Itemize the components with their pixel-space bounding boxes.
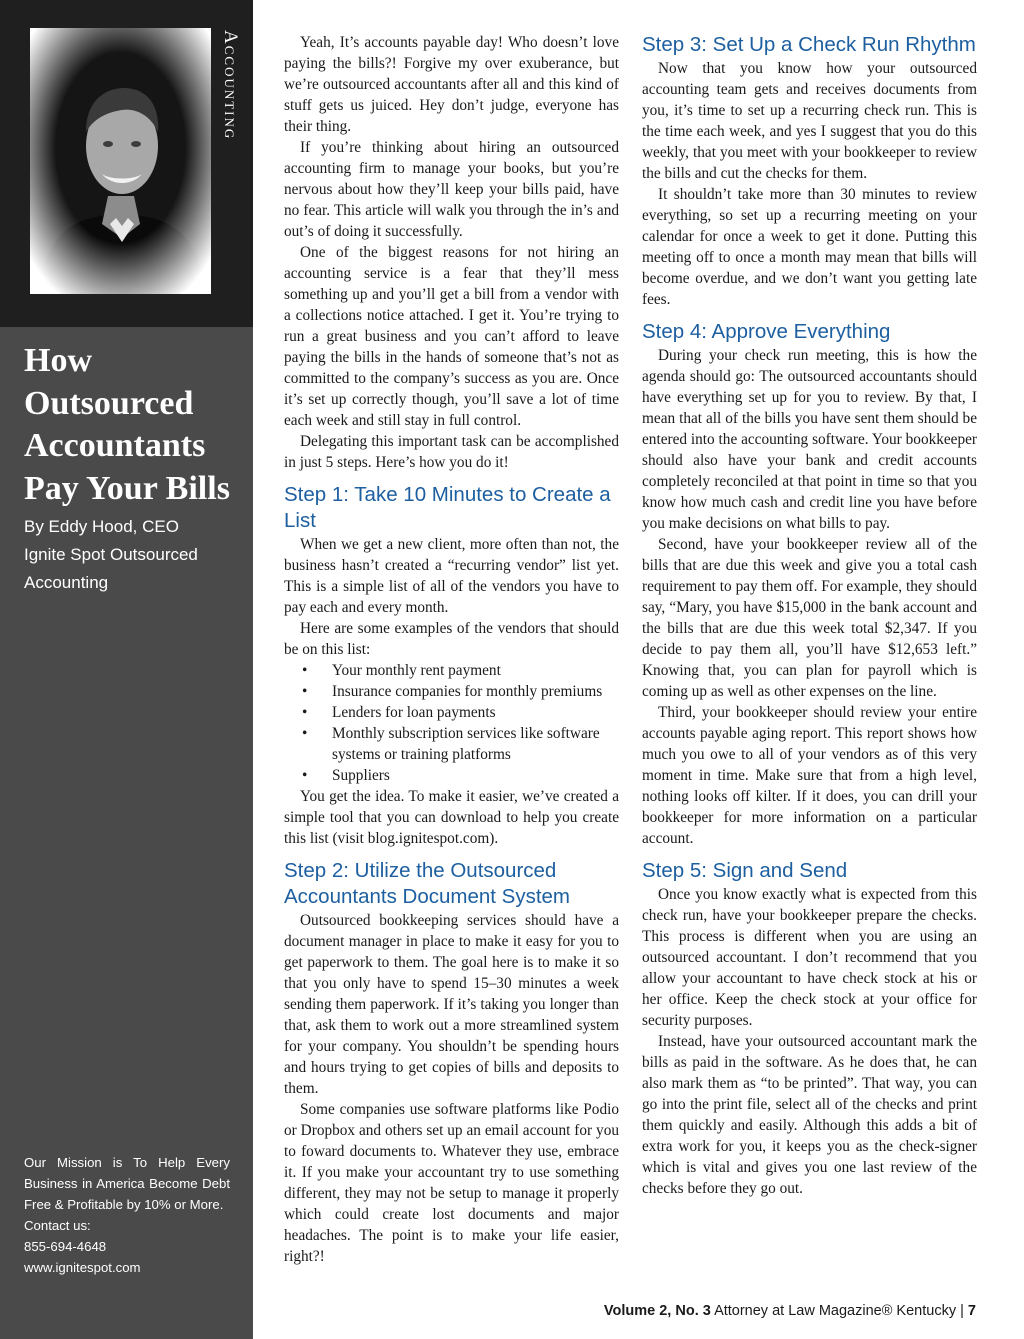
step4-paragraph: Third, your bookkeeper should review your entire accounts payable aging report. This report shows how much you owe to all of your vendors as of this very moment in time. Make sure that from a high level, nothing looks off kilter. If it does, you can drill your bookkeeper for more information on a particular account. bbox=[642, 704, 977, 847]
website-link[interactable]: www.ignitespot.com bbox=[24, 1260, 141, 1275]
step4-paragraph: Second, have your bookkeeper review all of the bills that are due this week and give you a total cash requirement to pay them off. For example, they should say, “Mary, you have $15,000 in the bank account and the bills that are due this week total $2,347. If you decide to pay them all, you’ll have $12,653 left.” Knowing that, you can plan for payroll which is coming up as well as other expenses on the line. bbox=[642, 536, 977, 700]
step1-paragraph: When we get a new client, more often than not, the business hasn’t created a “recurring vendor” list yet. This is a simple list of all of the vendors you have to pay each and every month. bbox=[284, 536, 619, 616]
step2-paragraph: Outsourced bookkeeping services should have a document manager in place to make it easy for you to get paperwork to them. The goal here is to make it so that you only have to spend 15–30 minutes a week sending them paperwork. If it’s taking you longer than that, ask them to work out a more streamlined system for your company. You shouldn’t be spending hours and hours trying to get copies of bills and deposits to them. bbox=[284, 912, 619, 1097]
step1-heading: Step 1: Take 10 Minutes to Create a List bbox=[284, 483, 611, 532]
intro-paragraph: Yeah, It’s accounts payable day! Who doesn’t love paying the bills?! Forgive my over exuberance, but we’re outsourced accountants after all and this kind of stuff gets us juiced. Hey don’t judge, everyone has their thing. bbox=[284, 34, 619, 135]
step1-paragraph: Here are some examples of the vendors that should be on this list: bbox=[284, 620, 619, 658]
list-item: • Suppliers bbox=[284, 765, 619, 786]
step3-paragraph: It shouldn’t take more than 30 minutes to review everything, so set up a recurring meeting on your calendar for once a week to get it done. Putting this meeting off to once a month may mean that bills will become overdue, and we don’t want you getting late fees. bbox=[642, 186, 977, 308]
step2-heading: Step 2: Utilize the Outsourced Accountants Document System bbox=[284, 859, 570, 908]
step3-heading: Step 3: Set Up a Check Run Rhythm bbox=[642, 33, 976, 56]
step1-closing: You get the idea. To make it easier, we’ve created a simple tool that you can download to help you create this list (visit blog.ignitespot.com). bbox=[284, 788, 619, 847]
author-photo bbox=[30, 28, 211, 294]
list-item: • Insurance companies for monthly premiums bbox=[284, 681, 619, 702]
article-column-left bbox=[284, 32, 619, 1267]
sidebar bbox=[0, 0, 253, 1339]
vendor-list bbox=[284, 660, 619, 786]
step5-paragraph: Instead, have your outsourced accountant mark the bills as paid in the software. As he does that, he can also mark them as “to be printed”. That way, you can go into the print file, select all of the checks and print them quickly and easily. Although this adds a bit of extra work for you, it keeps you as the check-signer which is vital and gives you one last review of the checks before they go out. bbox=[642, 1033, 977, 1197]
step2-paragraph: Some companies use software platforms like Podio or Dropbox and others set up an email account for you to foward documents to. Whatever they use, embrace it. If you make your accountant try to use something different, they may not be setup to manage it properly which could create lost documents and major headaches. The point is to make your life easier, right?! bbox=[284, 1101, 619, 1265]
author-company-cont: Accounting bbox=[24, 573, 109, 592]
intro-paragraph: Delegating this important task can be accomplished in just 5 steps. Here’s how you do it! bbox=[284, 433, 619, 471]
author-company: Ignite Spot Outsourced bbox=[24, 545, 198, 564]
sidebar-photo-area bbox=[0, 0, 253, 327]
list-item: • Your monthly rent payment bbox=[284, 660, 619, 681]
step4-heading: Step 4: Approve Everything bbox=[642, 320, 891, 343]
footer-separator: | bbox=[960, 1303, 964, 1319]
publication-name: Attorney at Law Magazine® Kentucky bbox=[714, 1303, 957, 1319]
mission-box bbox=[24, 1152, 230, 1278]
step3-paragraph: Now that you know how your outsourced accounting team gets and receives documents from you, it’s time to set up a recurring check run. This is the time each week, and yes I suggest that you do this weekly, that you meet with your bookkeeper to review the bills and cut the checks for them. bbox=[642, 60, 977, 182]
phone-number: 855-694-4648 bbox=[24, 1239, 107, 1254]
list-item: • Lenders for loan payments bbox=[284, 702, 619, 723]
step4-paragraph: During your check run meeting, this is how the agenda should go: The outsourced accountants should have everything set up for you to review. By that, I mean that all of the bills you have sent them should be entered into the accounting software. Your bookkeeper should also have your bank and credit accounts completely reconciled at that point in time so that you know how much cash and credit line you have before you make decisions on what bills to pay. bbox=[642, 347, 977, 532]
contact-label: Contact us: bbox=[24, 1218, 91, 1233]
section-label: Accounting bbox=[220, 30, 241, 141]
author-name: By Eddy Hood, CEO bbox=[24, 517, 179, 536]
byline bbox=[24, 513, 239, 597]
issue-number: Volume 2, No. 3 bbox=[603, 1303, 711, 1319]
article-title: How Outsourced Accountants Pay Your Bills bbox=[24, 342, 230, 507]
list-item: • Monthly subscription services like software systems or training platforms bbox=[284, 723, 619, 765]
mission-statement: Our Mission is To Help Every Business in America Become Debt Free & Profitable by 10% or More. bbox=[24, 1155, 230, 1212]
page-number: 7 bbox=[967, 1303, 976, 1319]
article-column-right bbox=[642, 32, 977, 1199]
step5-heading: Step 5: Sign and Send bbox=[642, 859, 848, 882]
page-footer bbox=[604, 1303, 976, 1319]
intro-paragraph: If you’re thinking about hiring an outsourced accounting firm to manage your books, but you’re nervous about how they’ll keep your bills paid, have no fear. This article will walk you through the in’s and out’s of doing it successfully. bbox=[284, 139, 619, 240]
step5-paragraph: Once you know exactly what is expected from this check run, have your bookkeeper prepare the checks. This process is different when you are using an outsourced accountant. I don’t recommend that you allow your accountant to have check stock at his or her office. Keep the check stock at your office for security purposes. bbox=[642, 886, 977, 1029]
intro-paragraph: One of the biggest reasons for not hiring an accounting service is a fear that they’ll mess something up and you’ll get a bill from a vendor with a collections notice attached. I get it. You’re trying to run a great business and you can’t afford to leave paying the bills in the hands of someone that’s not as committed to the company’s success as you are. Once it’s set up correctly though, you’ll save a lot of time each week and still stay in full control. bbox=[284, 244, 619, 429]
